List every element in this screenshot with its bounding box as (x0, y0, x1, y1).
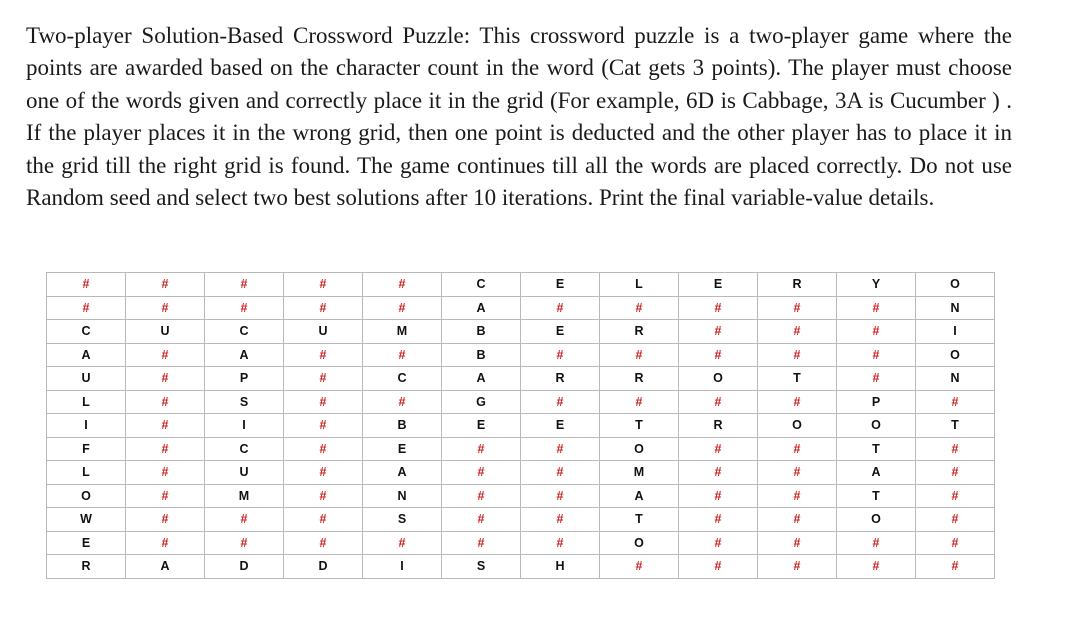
blocked-cell: # (363, 531, 442, 555)
letter-cell: L (47, 461, 126, 485)
letter-cell: C (205, 320, 284, 344)
letter-cell: R (758, 273, 837, 297)
letter-cell: C (205, 437, 284, 461)
letter-cell: R (679, 414, 758, 438)
blocked-cell: # (126, 296, 205, 320)
blocked-cell: # (758, 531, 837, 555)
blocked-cell: # (679, 531, 758, 555)
letter-cell: O (679, 367, 758, 391)
blocked-cell: # (521, 508, 600, 532)
grid-row (47, 343, 995, 367)
blocked-cell: # (600, 343, 679, 367)
blocked-cell: # (205, 273, 284, 297)
blocked-cell: # (126, 367, 205, 391)
grid-row (47, 461, 995, 485)
letter-cell: M (363, 320, 442, 344)
blocked-cell: # (284, 484, 363, 508)
letter-cell: A (47, 343, 126, 367)
letter-cell: O (600, 531, 679, 555)
letter-cell: O (916, 273, 995, 297)
crossword-grid (46, 272, 995, 579)
grid-row (47, 273, 995, 297)
blocked-cell: # (205, 531, 284, 555)
blocked-cell: # (679, 461, 758, 485)
letter-cell: O (47, 484, 126, 508)
letter-cell: I (916, 320, 995, 344)
letter-cell: A (205, 343, 284, 367)
letter-cell: A (837, 461, 916, 485)
blocked-cell: # (284, 414, 363, 438)
letter-cell: M (205, 484, 284, 508)
letter-cell: I (363, 555, 442, 579)
letter-cell: O (916, 343, 995, 367)
blocked-cell: # (442, 437, 521, 461)
blocked-cell: # (284, 367, 363, 391)
blocked-cell: # (442, 508, 521, 532)
blocked-cell: # (758, 461, 837, 485)
letter-cell: M (600, 461, 679, 485)
blocked-cell: # (284, 531, 363, 555)
letter-cell: O (600, 437, 679, 461)
blocked-cell: # (205, 508, 284, 532)
letter-cell: R (600, 367, 679, 391)
blocked-cell: # (126, 531, 205, 555)
blocked-cell: # (679, 296, 758, 320)
blocked-cell: # (600, 296, 679, 320)
blocked-cell: # (442, 531, 521, 555)
letter-cell: T (600, 414, 679, 438)
blocked-cell: # (47, 296, 126, 320)
blocked-cell: # (521, 437, 600, 461)
problem-description: Two-player Solution-Based Crossword Puzzle: This crossword puzzle is a two-player game where the points are awarded based on the character count in the word (Cat gets 3 points). The player must choose one of the words given and correctly place it in the grid (For example, 6D is Cabbage, 3A is Cucumber ) . If the player places it in the wrong grid, then one point is deducted and the other player has to place it in the grid till the right grid is found. The game continues till all the words are placed correctly. Do not use Random seed and select two best solutions after 10 iterations. Print the final variable-value details. (26, 23, 1012, 211)
blocked-cell: # (600, 390, 679, 414)
blocked-cell: # (837, 320, 916, 344)
letter-cell: N (916, 296, 995, 320)
letter-cell: G (442, 390, 521, 414)
letter-cell: L (47, 390, 126, 414)
letter-cell: E (521, 273, 600, 297)
letter-cell: I (205, 414, 284, 438)
blocked-cell: # (126, 437, 205, 461)
grid-row (47, 367, 995, 391)
letter-cell: N (363, 484, 442, 508)
blocked-cell: # (679, 437, 758, 461)
blocked-cell: # (521, 484, 600, 508)
letter-cell: O (837, 414, 916, 438)
letter-cell: U (284, 320, 363, 344)
grid-row (47, 484, 995, 508)
letter-cell: U (205, 461, 284, 485)
blocked-cell: # (205, 296, 284, 320)
blocked-cell: # (126, 343, 205, 367)
blocked-cell: # (363, 343, 442, 367)
grid-row (47, 414, 995, 438)
blocked-cell: # (363, 390, 442, 414)
blocked-cell: # (284, 390, 363, 414)
blocked-cell: # (916, 555, 995, 579)
letter-cell: B (442, 343, 521, 367)
blocked-cell: # (916, 484, 995, 508)
letter-cell: O (837, 508, 916, 532)
crossword-grid-container (46, 272, 995, 579)
blocked-cell: # (442, 461, 521, 485)
letter-cell: R (521, 367, 600, 391)
letter-cell: S (205, 390, 284, 414)
letter-cell: S (363, 508, 442, 532)
letter-cell: P (837, 390, 916, 414)
letter-cell: T (837, 484, 916, 508)
blocked-cell: # (916, 461, 995, 485)
letter-cell: S (442, 555, 521, 579)
letter-cell: A (363, 461, 442, 485)
blocked-cell: # (916, 437, 995, 461)
blocked-cell: # (679, 390, 758, 414)
letter-cell: C (363, 367, 442, 391)
blocked-cell: # (521, 343, 600, 367)
letter-cell: L (600, 273, 679, 297)
grid-row (47, 508, 995, 532)
blocked-cell: # (758, 437, 837, 461)
letter-cell: E (47, 531, 126, 555)
letter-cell: A (126, 555, 205, 579)
grid-row (47, 531, 995, 555)
blocked-cell: # (126, 273, 205, 297)
blocked-cell: # (126, 484, 205, 508)
blocked-cell: # (837, 296, 916, 320)
letter-cell: N (916, 367, 995, 391)
blocked-cell: # (679, 484, 758, 508)
grid-row (47, 555, 995, 579)
letter-cell: B (442, 320, 521, 344)
blocked-cell: # (837, 555, 916, 579)
blocked-cell: # (126, 508, 205, 532)
blocked-cell: # (679, 343, 758, 367)
blocked-cell: # (916, 508, 995, 532)
blocked-cell: # (679, 555, 758, 579)
letter-cell: E (363, 437, 442, 461)
letter-cell: D (284, 555, 363, 579)
blocked-cell: # (758, 484, 837, 508)
grid-row (47, 296, 995, 320)
letter-cell: B (363, 414, 442, 438)
blocked-cell: # (679, 320, 758, 344)
letter-cell: A (442, 296, 521, 320)
letter-cell: I (47, 414, 126, 438)
blocked-cell: # (758, 555, 837, 579)
blocked-cell: # (521, 390, 600, 414)
blocked-cell: # (284, 437, 363, 461)
blocked-cell: # (442, 484, 521, 508)
letter-cell: E (521, 414, 600, 438)
letter-cell: E (521, 320, 600, 344)
letter-cell: E (442, 414, 521, 438)
blocked-cell: # (126, 414, 205, 438)
letter-cell: U (126, 320, 205, 344)
blocked-cell: # (837, 367, 916, 391)
letter-cell: H (521, 555, 600, 579)
blocked-cell: # (837, 343, 916, 367)
blocked-cell: # (758, 296, 837, 320)
letter-cell: C (442, 273, 521, 297)
blocked-cell: # (363, 273, 442, 297)
letter-cell: Y (837, 273, 916, 297)
letter-cell: F (47, 437, 126, 461)
blocked-cell: # (284, 508, 363, 532)
blocked-cell: # (758, 508, 837, 532)
blocked-cell: # (284, 296, 363, 320)
blocked-cell: # (758, 343, 837, 367)
blocked-cell: # (47, 273, 126, 297)
grid-row (47, 320, 995, 344)
grid-row (47, 437, 995, 461)
blocked-cell: # (758, 320, 837, 344)
letter-cell: A (600, 484, 679, 508)
blocked-cell: # (679, 508, 758, 532)
letter-cell: E (679, 273, 758, 297)
blocked-cell: # (126, 461, 205, 485)
blocked-cell: # (916, 531, 995, 555)
blocked-cell: # (284, 273, 363, 297)
blocked-cell: # (521, 296, 600, 320)
blocked-cell: # (837, 531, 916, 555)
blocked-cell: # (916, 390, 995, 414)
letter-cell: R (600, 320, 679, 344)
grid-row (47, 390, 995, 414)
blocked-cell: # (521, 461, 600, 485)
letter-cell: W (47, 508, 126, 532)
letter-cell: D (205, 555, 284, 579)
blocked-cell: # (363, 296, 442, 320)
letter-cell: R (47, 555, 126, 579)
letter-cell: U (47, 367, 126, 391)
blocked-cell: # (126, 390, 205, 414)
letter-cell: P (205, 367, 284, 391)
letter-cell: O (758, 414, 837, 438)
blocked-cell: # (521, 531, 600, 555)
letter-cell: C (47, 320, 126, 344)
blocked-cell: # (284, 461, 363, 485)
letter-cell: A (442, 367, 521, 391)
letter-cell: T (600, 508, 679, 532)
blocked-cell: # (600, 555, 679, 579)
letter-cell: T (758, 367, 837, 391)
letter-cell: T (837, 437, 916, 461)
letter-cell: T (916, 414, 995, 438)
blocked-cell: # (758, 390, 837, 414)
blocked-cell: # (284, 343, 363, 367)
